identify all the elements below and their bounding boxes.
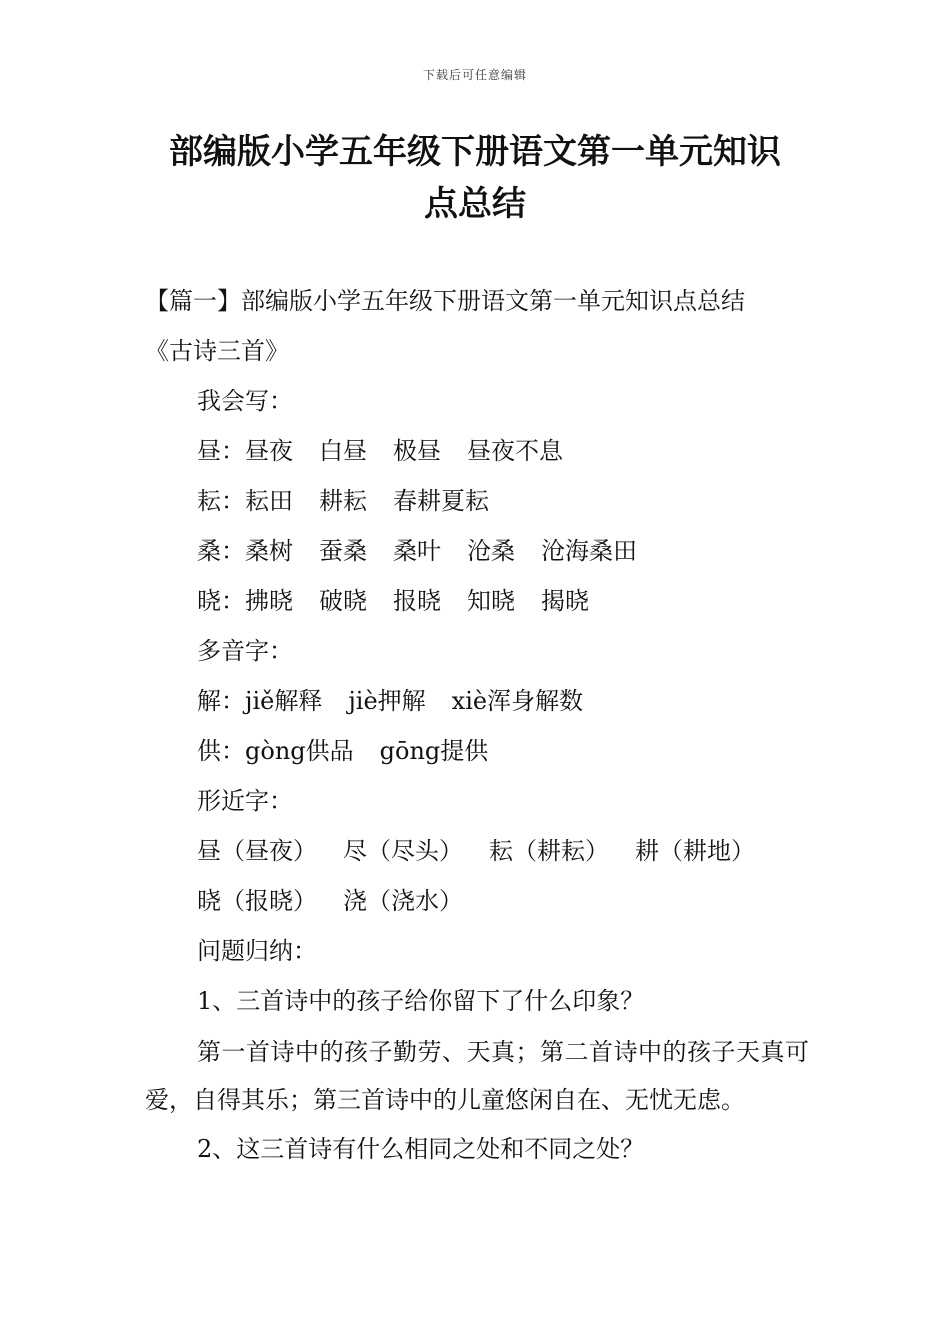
similar-item: 昼（昼夜） xyxy=(197,837,317,865)
polyphone-char: 解： xyxy=(197,687,245,715)
write-item xyxy=(145,476,809,526)
write-word: 揭晓 xyxy=(541,587,589,615)
document-title xyxy=(130,126,820,230)
write-word: 耕耘 xyxy=(319,487,367,515)
write-word: 桑树 xyxy=(245,537,293,565)
polyphone-reading: xiè浑身解数 xyxy=(451,687,584,715)
write-word: 极昼 xyxy=(393,437,441,465)
write-word: 桑叶 xyxy=(393,537,441,565)
title-line-1: 部编版小学五年级下册语文第一单元知识 xyxy=(169,132,781,172)
write-word: 拂晓 xyxy=(245,587,293,615)
similar-item: 耕（耕地） xyxy=(635,837,755,865)
write-word: 昼夜不息 xyxy=(467,437,563,465)
similar-heading: 形近字： xyxy=(197,787,293,815)
polyphone-reading: gōng提供 xyxy=(379,737,489,765)
document-body xyxy=(145,276,809,1174)
write-char: 耘： xyxy=(197,487,245,515)
write-word: 知晓 xyxy=(467,587,515,615)
similar-item: 尽（尽头） xyxy=(343,837,463,865)
write-item xyxy=(145,576,809,626)
write-word: 蚕桑 xyxy=(319,537,367,565)
write-item xyxy=(145,526,809,576)
write-char: 晓： xyxy=(197,587,245,615)
polyphone-reading: gòng供品 xyxy=(245,737,354,765)
polyphone-char: 供： xyxy=(197,737,245,765)
polyphone-item xyxy=(145,676,809,726)
similar-line xyxy=(145,876,809,926)
question-2: 2、这三首诗有什么相同之处和不同之处？ xyxy=(197,1135,645,1163)
polyphone-reading: jiè押解 xyxy=(348,687,426,715)
write-word: 报晓 xyxy=(393,587,441,615)
similar-item: 晓（报晓） xyxy=(197,887,317,915)
write-word: 春耕夏耘 xyxy=(393,487,489,515)
polyphone-item xyxy=(145,726,809,776)
section-heading: 【篇一】部编版小学五年级下册语文第一单元知识点总结 xyxy=(145,287,745,315)
similar-item: 浇（浇水） xyxy=(343,887,463,915)
write-item xyxy=(145,426,809,476)
lesson-title: 《古诗三首》 xyxy=(145,337,289,365)
similar-item: 耘（耕耘） xyxy=(489,837,609,865)
write-heading: 我会写： xyxy=(197,387,293,415)
polyphone-heading: 多音字： xyxy=(197,637,293,665)
polyphone-reading: jiě解释 xyxy=(245,687,323,715)
write-char: 昼： xyxy=(197,437,245,465)
similar-line xyxy=(145,826,809,876)
write-char: 桑： xyxy=(197,537,245,565)
write-word: 破晓 xyxy=(319,587,367,615)
write-word: 昼夜 xyxy=(245,437,293,465)
write-word: 白昼 xyxy=(319,437,367,465)
write-word: 耘田 xyxy=(245,487,293,515)
write-word: 沧桑 xyxy=(467,537,515,565)
question-1: 1、三首诗中的孩子给你留下了什么印象？ xyxy=(197,987,645,1015)
answer-1: 第一首诗中的孩子勤劳、天真；第二首诗中的孩子天真可爱，自得其乐；第三首诗中的儿童悠闲自在、无忧无虑。 xyxy=(145,1038,809,1114)
write-word: 沧海桑田 xyxy=(541,537,637,565)
questions-heading: 问题归纳： xyxy=(197,937,317,965)
header-note: 下载后可任意编辑 xyxy=(422,68,527,82)
title-line-2: 点总结 xyxy=(424,184,526,224)
